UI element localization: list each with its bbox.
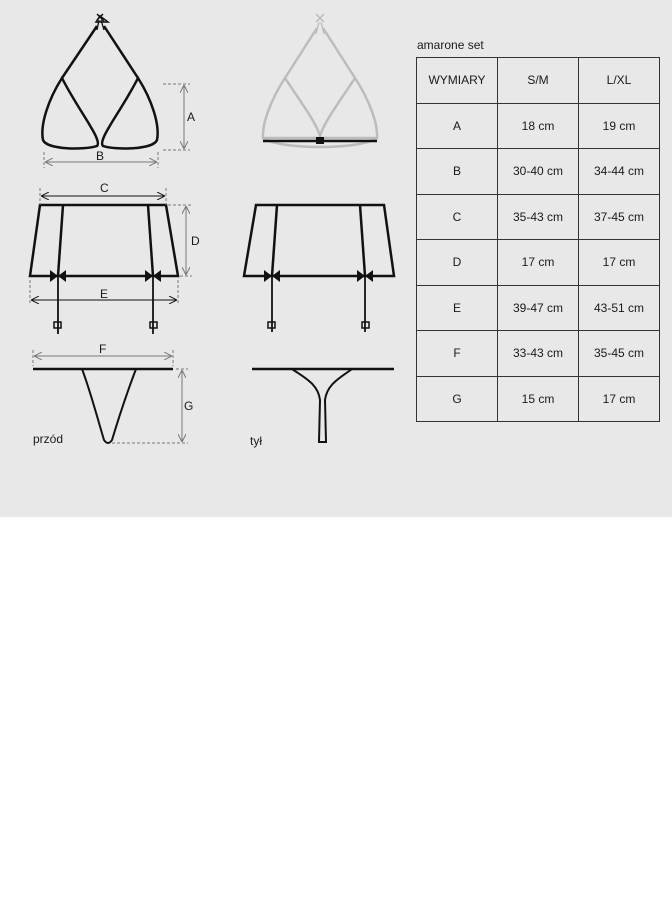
size-table xyxy=(416,57,660,422)
row-value-sm: 30-40 cm xyxy=(498,149,579,195)
dim-label-e: E xyxy=(100,287,109,301)
thong-back xyxy=(252,369,394,442)
row-value-lxl: 17 cm xyxy=(579,240,660,286)
table-row xyxy=(417,285,660,331)
row-value-lxl: 34-44 cm xyxy=(579,149,660,195)
bra-back-clasp xyxy=(316,137,324,144)
row-value-sm: 18 cm xyxy=(498,103,579,149)
header-size-sm: S/M xyxy=(498,58,579,104)
row-value-lxl: 37-45 cm xyxy=(579,194,660,240)
garter-belt-front xyxy=(30,205,178,334)
row-value-sm: 17 cm xyxy=(498,240,579,286)
row-value-sm: 33-43 cm xyxy=(498,331,579,377)
row-value-sm: 39-47 cm xyxy=(498,285,579,331)
dim-label-c: C xyxy=(100,181,109,195)
garter-belt-back xyxy=(244,205,394,332)
row-value-sm: 15 cm xyxy=(498,376,579,422)
table-row xyxy=(417,149,660,195)
row-dimension: A xyxy=(417,103,498,149)
thong-front-dimensions xyxy=(33,350,188,443)
table-row xyxy=(417,240,660,286)
header-dimensions: WYMIARY xyxy=(417,58,498,104)
garment-diagram xyxy=(0,0,410,517)
bra-back xyxy=(263,14,377,147)
size-table-header-row xyxy=(417,58,660,104)
bra-front xyxy=(42,14,157,148)
front-view-label: przód xyxy=(33,432,64,446)
dim-label-g: G xyxy=(184,399,194,413)
row-dimension: D xyxy=(417,240,498,286)
table-row xyxy=(417,194,660,240)
row-value-lxl: 17 cm xyxy=(579,376,660,422)
row-dimension: F xyxy=(417,331,498,377)
dim-label-f: F xyxy=(99,342,107,356)
row-dimension: E xyxy=(417,285,498,331)
dim-label-b: B xyxy=(96,149,105,163)
bra-front-dimensions xyxy=(44,84,190,168)
row-value-lxl: 43-51 cm xyxy=(579,285,660,331)
row-value-lxl: 35-45 cm xyxy=(579,331,660,377)
back-view-label: tył xyxy=(250,434,262,448)
dim-label-a: A xyxy=(187,110,196,124)
table-row xyxy=(417,331,660,377)
dim-label-d: D xyxy=(191,234,200,248)
row-dimension: C xyxy=(417,194,498,240)
table-row xyxy=(417,376,660,422)
row-dimension: G xyxy=(417,376,498,422)
row-dimension: B xyxy=(417,149,498,195)
row-value-lxl: 19 cm xyxy=(579,103,660,149)
table-row xyxy=(417,103,660,149)
set-title: amarone set xyxy=(417,38,484,52)
row-value-sm: 35-43 cm xyxy=(498,194,579,240)
header-size-lxl: L/XL xyxy=(579,58,660,104)
